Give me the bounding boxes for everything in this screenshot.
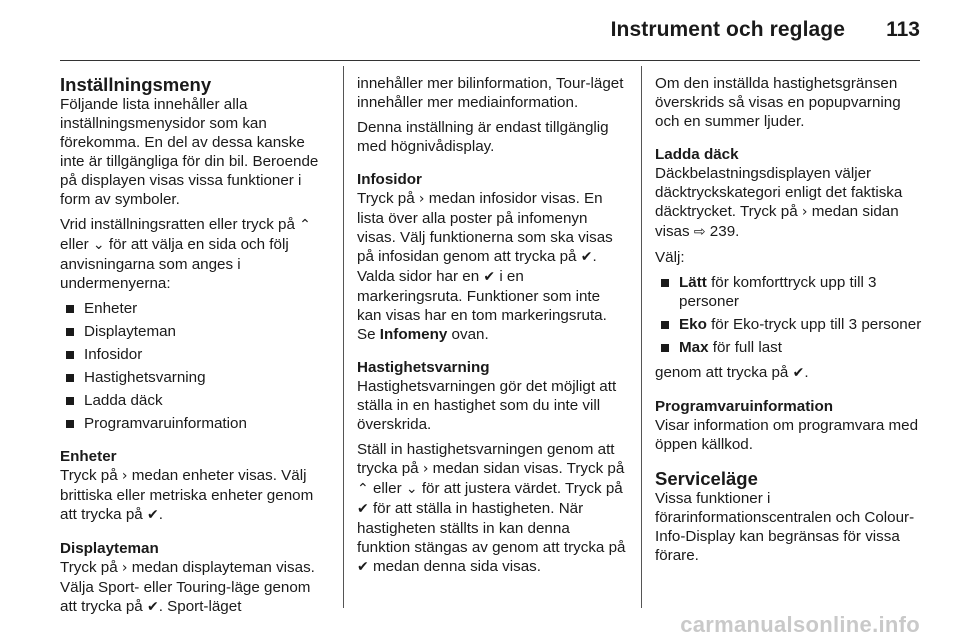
bold-text: Lätt bbox=[679, 274, 707, 291]
paragraph: Hastighetsvarningen gör det möjligt att ställa in en hastighet som du inte vill överskrida. bbox=[357, 378, 617, 433]
chevron-right-icon: › bbox=[801, 204, 808, 220]
chevron-right-icon: › bbox=[418, 191, 425, 207]
chevron-up-icon: ⌃ bbox=[357, 481, 369, 497]
checkmark-icon: ✔ bbox=[580, 249, 593, 265]
paragraph: Välj: bbox=[655, 249, 685, 266]
text: . bbox=[804, 364, 809, 381]
text: i en markeringsruta. Funktioner som inte kan visas har en tom markeringsruta. bbox=[357, 268, 607, 324]
text: för att välja en sida och följ anvisningarna som anges i undermenyerna: bbox=[60, 236, 289, 292]
paragraph bbox=[60, 466, 330, 525]
text: Vrid inställningsratten eller tryck på bbox=[60, 216, 300, 233]
paragraph: Vissa funktioner i förarinformationscentralen och Colour-Info-Display kan begränsas för vissa förare. bbox=[655, 490, 915, 564]
chevron-down-icon: ⌄ bbox=[92, 237, 105, 253]
chevron-right-icon: › bbox=[422, 461, 429, 477]
paragraph: Om den inställda hastighetsgränsen överskrids så visas en popupvarning och en summer ljuder. bbox=[655, 75, 901, 130]
text: för att justera värdet. Tryck på bbox=[417, 480, 623, 497]
text: medan infosidor visas. En lista över alla poster på infomenyn visas. Välj funktionerna som ska visas på infosidan genom att trycka på bbox=[357, 190, 613, 265]
text: medan denna sida visas. bbox=[368, 558, 541, 575]
subheading: Ladda däck bbox=[655, 146, 739, 163]
header-title: Instrument och reglage bbox=[610, 18, 845, 41]
text: eller bbox=[60, 236, 93, 253]
text: ovan. bbox=[447, 326, 489, 343]
checkmark-icon: ✔ bbox=[357, 501, 369, 517]
list-item bbox=[659, 338, 923, 357]
paragraph bbox=[357, 325, 627, 344]
watermark: carmanualsonline.info bbox=[680, 612, 920, 637]
text: för att ställa in hastigheten. När hastigheten ställts in kan denna funktion stängas av genom att trycka på bbox=[357, 500, 626, 556]
bold-text: Infomeny bbox=[379, 326, 448, 343]
subheading: Hastighetsvarning bbox=[357, 359, 490, 376]
column-2 bbox=[357, 74, 627, 577]
page-number: 113 bbox=[886, 18, 920, 41]
text: medan sidan visas. Tryck på bbox=[428, 460, 625, 477]
paragraph: Visar information om programvara med öppen källkod. bbox=[655, 417, 919, 453]
page-reference[interactable]: 239. bbox=[709, 223, 740, 240]
text: Se bbox=[357, 326, 380, 343]
text: Tryck på bbox=[60, 559, 122, 576]
checkmark-icon: ✔ bbox=[146, 599, 159, 615]
text: Däckbelastningsdisplayen väljer däcktryckskategori enligt det faktiska däcktrycket. Tryck på bbox=[655, 165, 903, 220]
paragraph bbox=[357, 189, 627, 325]
paragraph bbox=[60, 558, 330, 617]
paragraph bbox=[357, 440, 627, 577]
column-3 bbox=[655, 74, 923, 565]
paragraph bbox=[655, 164, 923, 242]
page-header bbox=[0, 0, 960, 58]
paragraph bbox=[60, 215, 330, 293]
column-divider bbox=[641, 66, 642, 608]
paragraph: innehåller mer bilinformation, Tour-läget innehåller mer mediainformation. bbox=[357, 75, 624, 111]
text: för komforttryck upp till 3 personer bbox=[679, 274, 877, 310]
paragraph bbox=[655, 363, 923, 383]
subheading: Enheter bbox=[60, 448, 117, 465]
checkmark-icon: ✔ bbox=[357, 559, 369, 575]
text: . Sport-läget bbox=[158, 598, 242, 615]
chevron-up-icon: ⌃ bbox=[299, 217, 311, 233]
menu-list bbox=[60, 299, 330, 433]
list-item: Hastighetsvarning bbox=[64, 368, 330, 387]
text: för Eko-tryck upp till 3 personer bbox=[706, 316, 922, 333]
page-reference-icon: ⇨ bbox=[693, 224, 706, 240]
options-list bbox=[655, 273, 923, 357]
text: . Valda sidor har en bbox=[357, 248, 597, 285]
column-divider bbox=[343, 66, 344, 608]
text: . bbox=[158, 506, 163, 523]
header-rule bbox=[60, 60, 920, 61]
subheading: Programvaruinformation bbox=[655, 398, 834, 415]
text: Tryck på bbox=[60, 467, 122, 484]
paragraph: Följande lista innehåller alla inställningsmenysidor som kan förekomma. En del av dessa kanske inte är tillgängliga för din bil. Beroende på displayen visas vissa funktioner i form av symboler. bbox=[60, 96, 319, 208]
checkmark-icon: ✔ bbox=[483, 269, 496, 285]
column-1 bbox=[60, 74, 330, 617]
subheading: Displayteman bbox=[60, 540, 159, 557]
list-item: Infosidor bbox=[64, 345, 330, 364]
bold-text: Max bbox=[679, 339, 709, 356]
list-item: Programvaruinformation bbox=[64, 414, 330, 433]
text: Ställ in hastighetsvarningen genom att trycka på bbox=[357, 441, 615, 477]
list-item: Ladda däck bbox=[64, 391, 330, 410]
chevron-down-icon: ⌄ bbox=[405, 481, 418, 497]
text: eller bbox=[368, 480, 406, 497]
section-heading: Serviceläge bbox=[655, 468, 758, 489]
checkmark-icon: ✔ bbox=[792, 365, 805, 381]
section-heading: Inställningsmeny bbox=[60, 74, 212, 95]
subheading: Infosidor bbox=[357, 171, 422, 188]
list-item: Enheter bbox=[64, 299, 330, 318]
bold-text: Eko bbox=[679, 316, 707, 333]
text: medan sidan visas bbox=[655, 203, 899, 240]
paragraph: Denna inställning är endast tillgänglig med högnivådisplay. bbox=[357, 119, 609, 155]
text: medan displayteman visas. Välja Sport- eller Touring-läge genom att trycka på bbox=[60, 559, 315, 615]
text: genom att trycka på bbox=[655, 364, 793, 381]
text: medan enheter visas. Välj brittiska eller metriska enheter genom att trycka på bbox=[60, 467, 314, 523]
text: Tryck på bbox=[357, 190, 419, 207]
chevron-right-icon: › bbox=[121, 560, 128, 576]
list-item: Displayteman bbox=[64, 322, 330, 341]
chevron-right-icon: › bbox=[121, 468, 128, 484]
list-item bbox=[659, 315, 923, 334]
list-item bbox=[659, 273, 923, 311]
checkmark-icon: ✔ bbox=[146, 507, 159, 523]
text: för full last bbox=[708, 339, 782, 356]
